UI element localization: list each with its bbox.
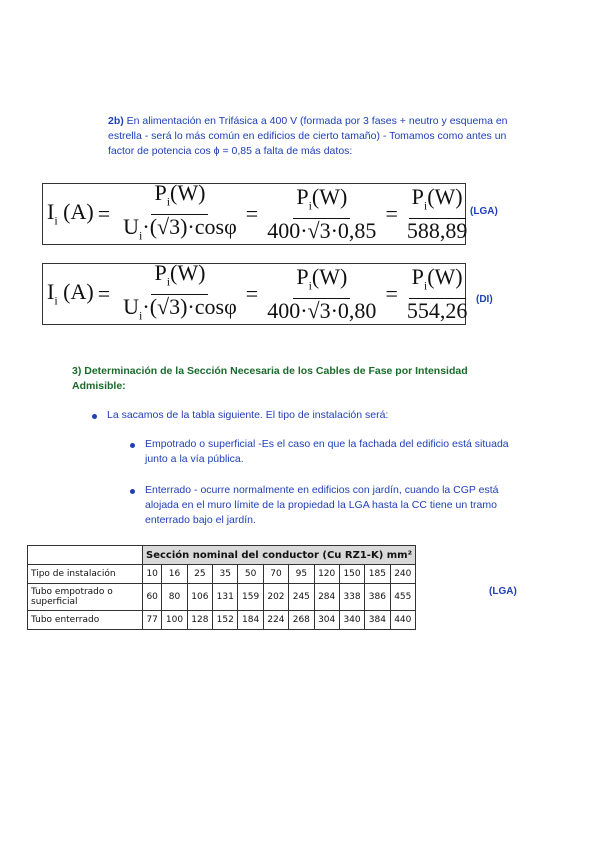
table-tag-lga: (LGA) (489, 586, 517, 597)
ampacity-table (27, 545, 416, 630)
table-header: Sección nominal del conductor (Cu RZ1-K) mm² (143, 546, 416, 565)
bullet-dot-icon (130, 489, 135, 494)
bullet-dot-icon (92, 414, 97, 419)
section-cell: 240 (390, 565, 415, 584)
fraction-general: $\frac{P_i(W)}{U_i\cdot(√3)\cdot\cos\varphi}$ (123, 180, 237, 242)
row-label: Tubo enterrado (28, 611, 143, 630)
table-col-label: Tipo de instalación (28, 565, 143, 584)
bullet-main: La sacamos de la tabla siguiente. El tipo de instalación será: (107, 408, 527, 423)
bullet-dot-icon (130, 443, 135, 448)
section-cell: 35 (213, 565, 238, 584)
formula-lga: $I_i$ (A) = $\frac{P_i(W)}{U_i\cdot(√3)\cdot\cos\varphi}$ = $\frac{P_i(W)}{400\cdot√3\cdot 0,85}$ = $\frac{P_i(W)}{588,89}$ (42, 183, 466, 245)
intro-paragraph (108, 114, 528, 159)
formula-tag-lga: (LGA) (470, 206, 498, 217)
formula-tag-di: (DI) (476, 294, 493, 305)
section-cell: 10 (143, 565, 162, 584)
bullet-sub-empotrado: Empotrado o superficial -Es el caso en que la fachada del edificio está situada junto a la vía pública. (145, 437, 520, 467)
section-cell: 150 (339, 565, 364, 584)
table-row: Tubo enterrado 77 100 128 152 184 224 268 304 340 384 440 (28, 611, 416, 630)
intro-text: En alimentación en Trifásica a 400 V (formada por 3 fases + neutro y esquema en estrella - será lo más común en edificios de cierto tamaño) - Tomamos como antes un factor de potencia cos ϕ = 0,85 a falta de más datos: (108, 115, 508, 157)
section-cell: 120 (314, 565, 339, 584)
table-row: Tubo empotrado o superficial 60 80 106 131 159 202 245 284 338 386 455 (28, 584, 416, 611)
intro-label: 2b) (108, 115, 124, 127)
section-cell: 25 (187, 565, 212, 584)
section-cell: 70 (263, 565, 288, 584)
section-title: 3) Determinación de la Sección Necesaria de los Cables de Fase por Intensidad Admisible: (72, 365, 468, 392)
section-cell: 95 (289, 565, 314, 584)
fraction-result: $\frac{P_i(W)}{554,26}$ (406, 264, 468, 323)
bullet-sub-enterrado: Enterrado - ocurre normalmente en edificios con jardín, cuando la CGP está alojada en el muro límite de la propiedad la LGA hasta la CC tiene un tramo enterrado bajo el jardín. (145, 483, 525, 528)
formula-di: $I_i$ (A) = $\frac{P_i(W)}{U_i\cdot(√3)\cdot\cos\varphi}$ = $\frac{P_i(W)}{400\cdot√3\cdot 0,80}$ = $\frac{P_i(W)}{554,26}$ (42, 263, 466, 325)
row-label: Tubo empotrado o superficial (28, 584, 143, 611)
section-cell: 50 (238, 565, 263, 584)
section-cell: 185 (365, 565, 390, 584)
fraction-numeric: $\frac{P_i(W)}{400\cdot√3\cdot 0,80}$ (267, 264, 377, 323)
fraction-result: $\frac{P_i(W)}{588,89}$ (406, 184, 468, 243)
section-cell: 16 (162, 565, 187, 584)
fraction-general: $\frac{P_i(W)}{U_i\cdot(√3)\cdot\cos\varphi}$ (123, 260, 237, 322)
fraction-numeric: $\frac{P_i(W)}{400\cdot√3\cdot 0,85}$ (267, 184, 377, 243)
lhs: $I_i$ (A) (47, 279, 94, 308)
lhs: $I_i$ (A) (47, 199, 94, 228)
